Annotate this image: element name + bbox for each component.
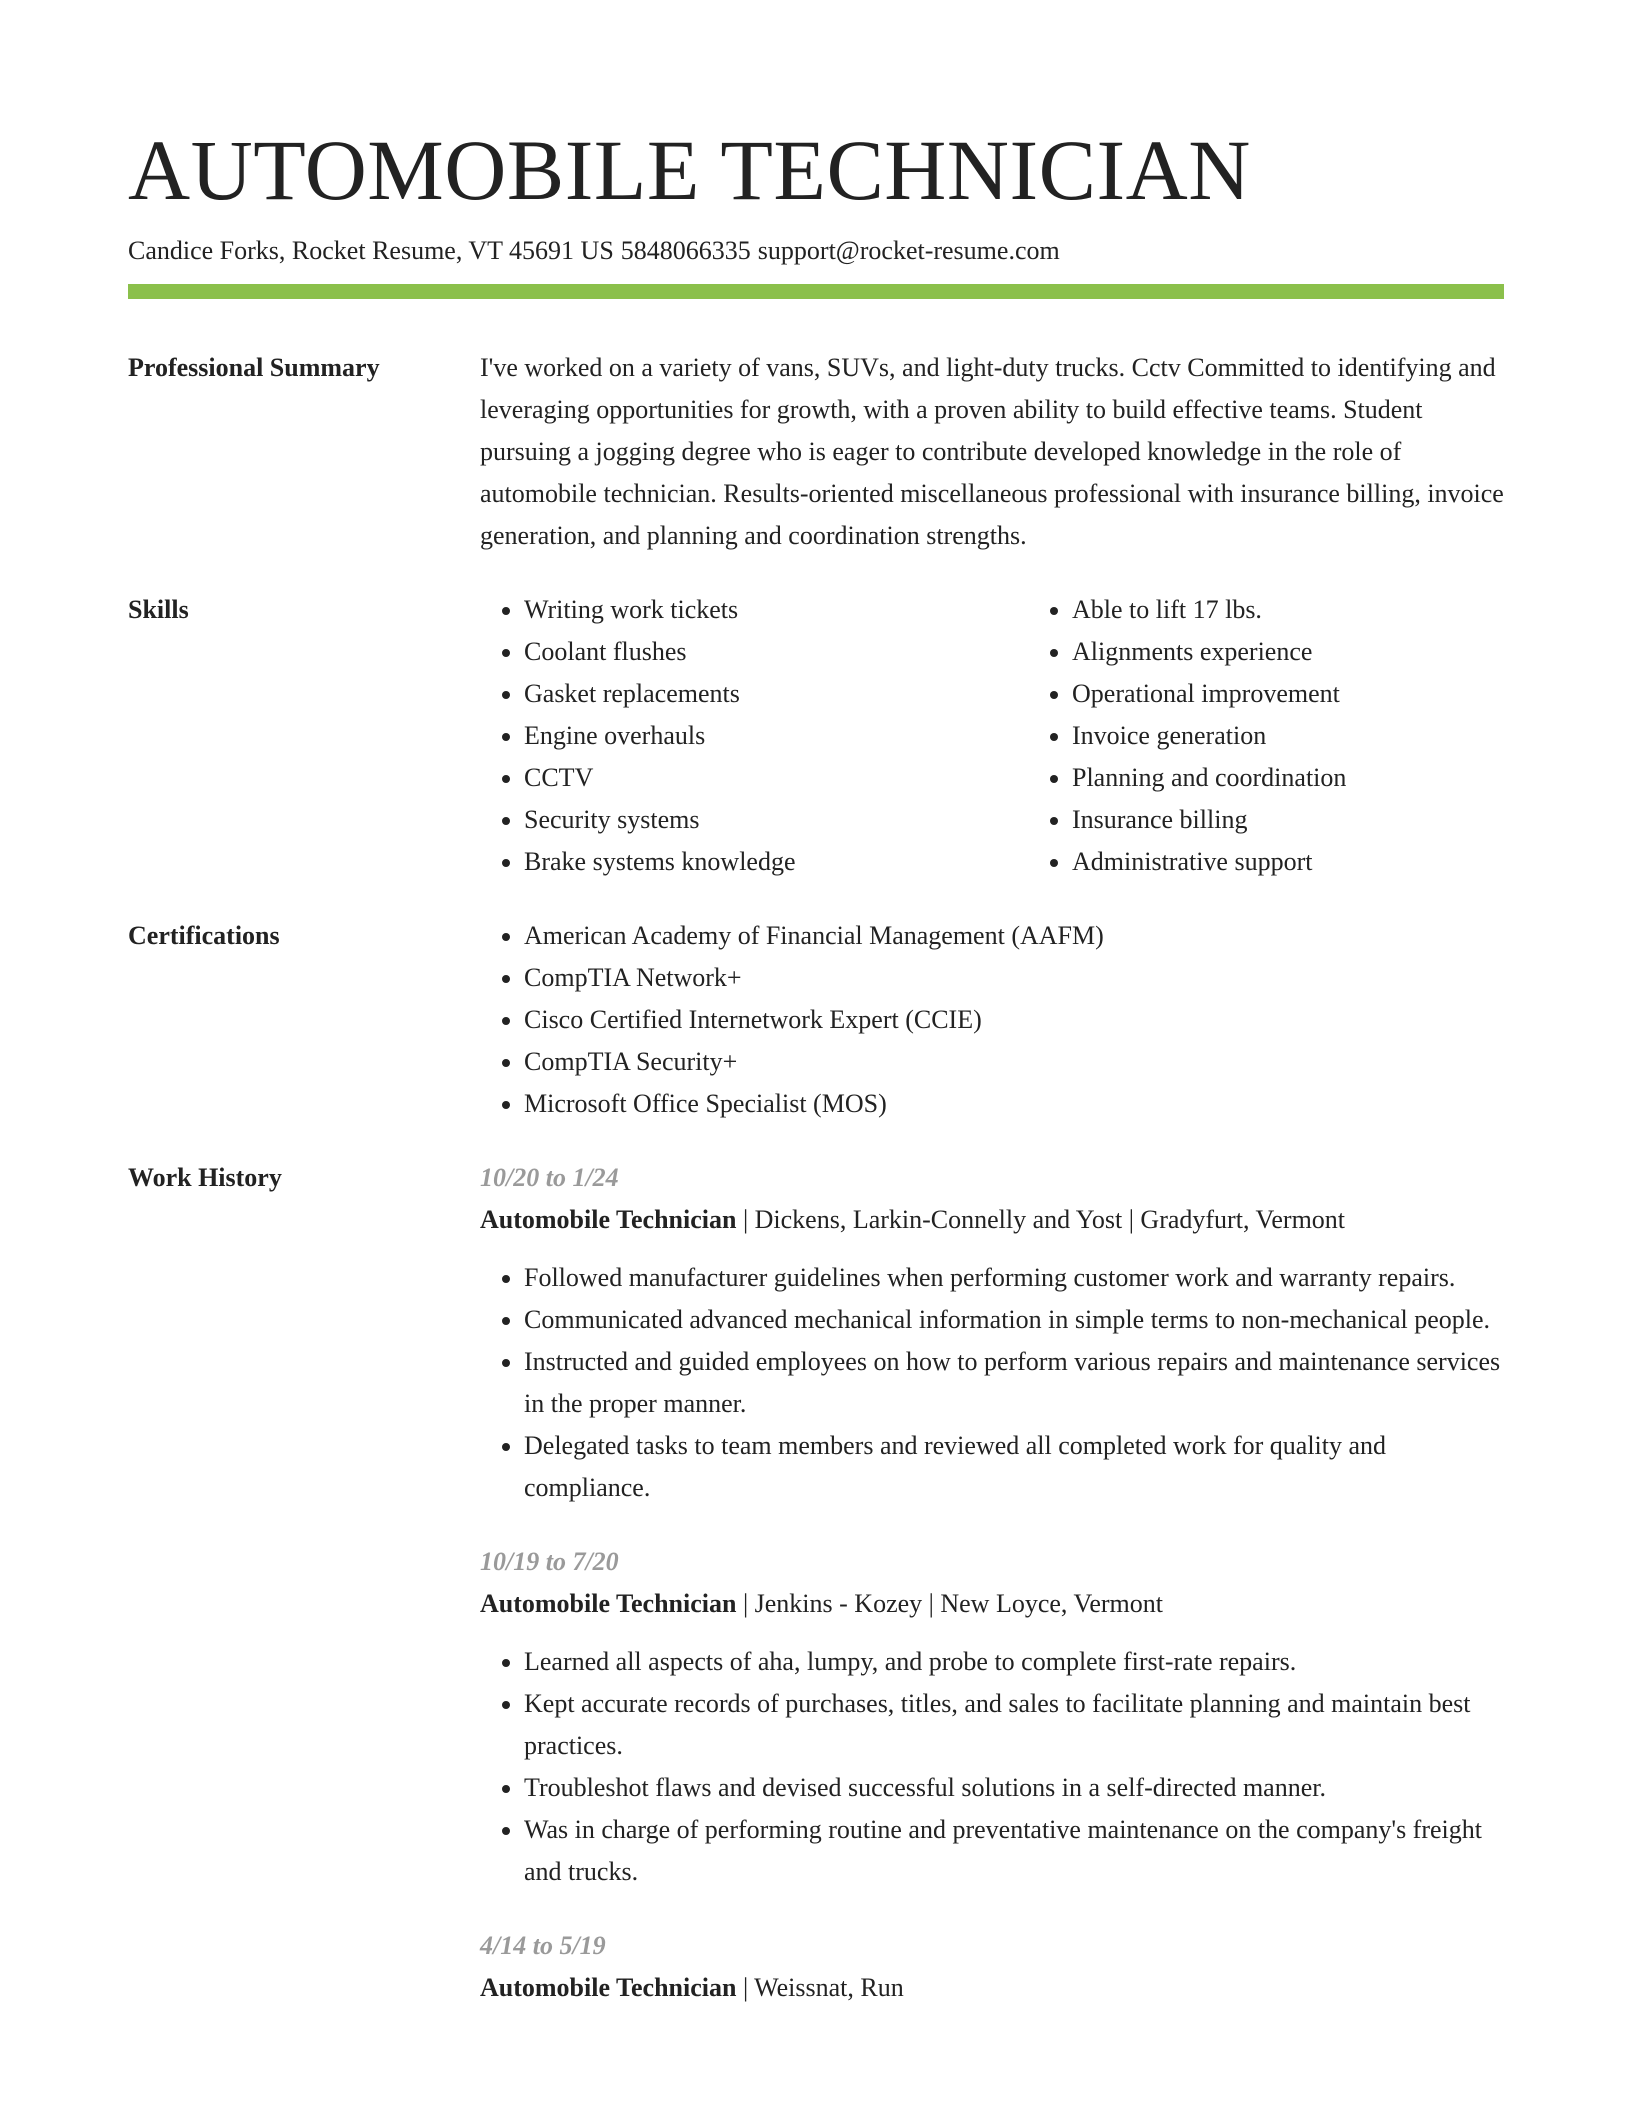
job-duty: • Troubleshot flaws and devised successful solutions in a self-directed manner. — [524, 1767, 1504, 1809]
certification-item: • CompTIA Network+ — [524, 957, 1504, 999]
certification-item: • American Academy of Financial Management (AAFM) — [524, 915, 1504, 957]
summary-text: I've worked on a variety of vans, SUVs, and light-duty trucks. Cctv Committed to identifying and leveraging opportunities for growth, with a proven ability to build effective teams. Student pursuing a jogging degree who is eager to contribute developed knowledge in the role of automobile technician. Results-oriented miscellaneous professional with insurance billing, invoice generation, and planning and coordination strengths. — [480, 353, 1504, 550]
skill-item: • Invoice generation — [1072, 715, 1576, 757]
certifications-heading: Certifications — [128, 921, 280, 950]
job-employer: | Weissnat, Run — [736, 1973, 904, 2002]
job-duty: • Kept accurate records of purchases, titles, and sales to facilitate planning and maintain best practices. — [524, 1683, 1504, 1767]
work-history-section — [128, 1157, 1504, 2009]
job-title: Automobile Technician — [480, 1205, 737, 1234]
skill-item: • CCTV — [524, 757, 1028, 799]
skill-item: • Coolant flushes — [524, 631, 1028, 673]
job-dates: 4/14 to 5/19 — [480, 1931, 606, 1960]
job-duty: • Learned all aspects of aha, lumpy, and probe to complete first-rate repairs. — [524, 1641, 1504, 1683]
job-duties — [480, 1257, 1504, 1509]
certifications-section — [128, 915, 1504, 1125]
job-employer: | Jenkins - Kozey | New Loyce, Vermont — [736, 1589, 1163, 1618]
skill-item: • Operational improvement — [1072, 673, 1576, 715]
skill-item: • Alignments experience — [1072, 631, 1576, 673]
job-employer: | Dickens, Larkin-Connelly and Yost | Gradyfurt, Vermont — [736, 1205, 1346, 1234]
job-duty: • Instructed and guided employees on how to perform various repairs and maintenance services in the proper manner. — [524, 1341, 1504, 1425]
contact-email: support@rocket-resume.com — [757, 236, 1060, 265]
job-duty: • Followed manufacturer guidelines when performing customer work and warranty repairs. — [524, 1257, 1504, 1299]
skill-item: • Administrative support — [1072, 841, 1576, 883]
skill-item: • Engine overhauls — [524, 715, 1028, 757]
skill-item: • Gasket replacements — [524, 673, 1028, 715]
contact-line — [128, 234, 1504, 268]
resume-name: AUTOMOBILE TECHNICIAN — [128, 122, 1251, 218]
skill-item: • Planning and coordination — [1072, 757, 1576, 799]
skill-item: • Security systems — [524, 799, 1028, 841]
job-duty: • Was in charge of performing routine and preventative maintenance on the company's freight and trucks. — [524, 1809, 1504, 1893]
certifications-body — [480, 915, 1504, 1125]
job-heading — [480, 1199, 1504, 1241]
skill-item: • Able to lift 17 lbs. — [1072, 589, 1576, 631]
resume-page — [128, 118, 1504, 2009]
job-title: Automobile Technician — [480, 1589, 737, 1618]
skills-columns — [480, 589, 1576, 883]
certification-item: • Cisco Certified Internetwork Expert (CCIE) — [524, 999, 1504, 1041]
skills-section — [128, 589, 1504, 883]
certification-item: • CompTIA Security+ — [524, 1041, 1504, 1083]
skills-heading: Skills — [128, 595, 189, 624]
header-divider — [128, 284, 1504, 299]
job-title: Automobile Technician — [480, 1973, 737, 2002]
job-entry — [480, 1925, 1504, 2009]
work-history-heading: Work History — [128, 1163, 282, 1192]
contact-address: Candice Forks, Rocket Resume, VT 45691 US — [128, 236, 614, 265]
skill-item: • Writing work tickets — [524, 589, 1028, 631]
job-entry — [480, 1157, 1504, 1509]
job-heading — [480, 1583, 1504, 1625]
job-entry — [480, 1541, 1504, 1893]
job-heading — [480, 1967, 1504, 2009]
work-history-body — [480, 1157, 1504, 2009]
certifications-list — [480, 915, 1504, 1125]
skill-item: • Insurance billing — [1072, 799, 1576, 841]
summary-section — [128, 347, 1504, 557]
job-dates: 10/20 to 1/24 — [480, 1163, 619, 1192]
job-duty: • Delegated tasks to team members and reviewed all completed work for quality and compliance. — [524, 1425, 1504, 1509]
skills-list-left — [480, 589, 1028, 883]
job-duties — [480, 1641, 1504, 1893]
skill-item: • Brake systems knowledge — [524, 841, 1028, 883]
contact-phone: 5848066335 — [620, 236, 751, 265]
skills-list-right — [1028, 589, 1576, 883]
job-dates: 10/19 to 7/20 — [480, 1547, 619, 1576]
job-duty: • Communicated advanced mechanical information in simple terms to non-mechanical people. — [524, 1299, 1504, 1341]
summary-heading: Professional Summary — [128, 353, 380, 382]
certification-item: • Microsoft Office Specialist (MOS) — [524, 1083, 1504, 1125]
